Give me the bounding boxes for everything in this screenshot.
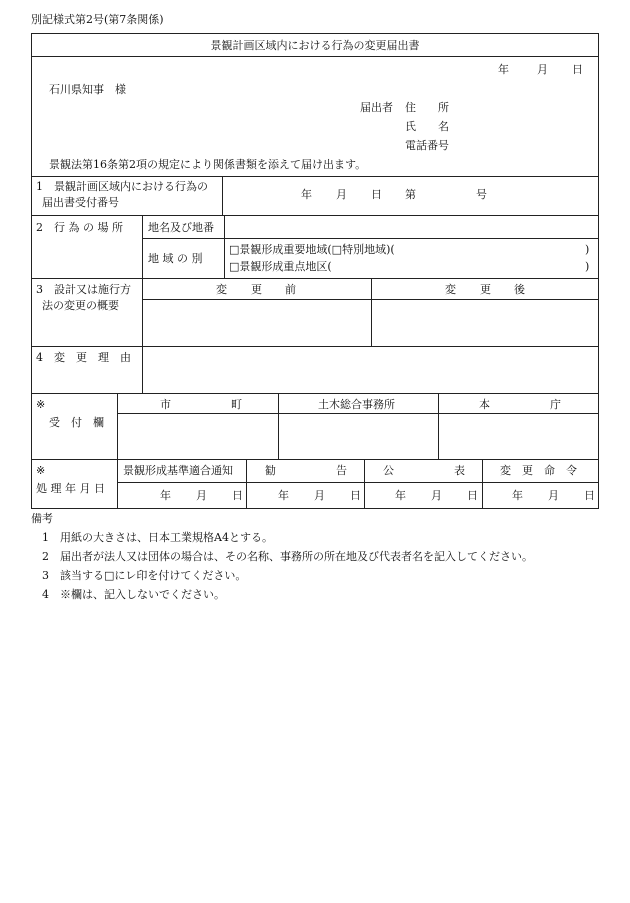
- submitter-phone-label: 電話番号: [405, 139, 449, 152]
- processing-divider-b: [246, 459, 247, 509]
- reception-divider-a: [117, 393, 118, 459]
- row1-go: 号: [476, 188, 487, 201]
- statement: 景観法第16条第2項の規定により関係書類を添えて届け出ます。: [49, 158, 367, 171]
- row2-option2[interactable]: □景観形成重点地区(: [229, 260, 332, 273]
- reception-col3-b: 庁: [550, 398, 561, 411]
- row2-label: 2 行 為 の 場 所: [36, 221, 123, 234]
- row3-after-3: 後: [514, 283, 525, 296]
- reception-divider-b: [278, 393, 279, 459]
- proc-date2-month: 月: [314, 489, 325, 502]
- proc-date2-day: 日: [350, 489, 361, 502]
- row1-divider: [222, 176, 223, 215]
- title-divider: [31, 56, 599, 57]
- row1-label-1: 1 景観計画区域内における行為の: [36, 180, 208, 193]
- processing-col3-a: 公: [383, 464, 394, 477]
- processing-col1: 景観形成基準適合通知: [123, 464, 233, 477]
- reception-label: 受 付 欄: [49, 416, 104, 429]
- row3-after-2: 更: [480, 283, 491, 296]
- note-1: 1 用紙の大きさは、日本工業規格A4とする。: [42, 531, 273, 544]
- submitter-label: 届出者: [360, 101, 393, 114]
- reception-mark: ※: [36, 398, 46, 411]
- addressee: 石川県知事 様: [49, 83, 126, 96]
- row3-before-1: 変: [216, 283, 227, 296]
- submitter-name-label: 氏 名: [405, 120, 449, 133]
- row2-divider-a: [142, 215, 143, 278]
- submitter-address-label: 住 所: [405, 101, 449, 114]
- reception-col1-b: 町: [231, 398, 242, 411]
- notes-heading: 備考: [31, 512, 53, 525]
- proc-date4-month: 月: [548, 489, 559, 502]
- note-3: 3 該当する□にレ印を付けてください。: [42, 569, 247, 582]
- processing-divider-c: [364, 459, 365, 509]
- row3-inner-divider: [142, 299, 599, 300]
- divider-row2-top: [31, 215, 599, 216]
- date-day: 日: [572, 63, 583, 76]
- divider-row3-top: [31, 278, 599, 279]
- divider-row4-top: [31, 346, 599, 347]
- row3-before-2: 更: [251, 283, 262, 296]
- processing-inner-divider: [117, 482, 599, 483]
- processing-col2-a: 勧: [265, 464, 276, 477]
- note-2: 2 届出者が法人又は団体の場合は、その名称、事務所の所在地及び代表者名を記入してください。: [42, 550, 533, 563]
- processing-mark: ※: [36, 464, 46, 477]
- proc-date1-year: 年: [160, 489, 171, 502]
- row1-month: 月: [336, 188, 347, 201]
- row2-divider-b: [224, 215, 225, 278]
- reception-col1-a: 市: [160, 398, 171, 411]
- processing-label: 処 理 年 月 日: [36, 482, 105, 495]
- row3-divider-a: [142, 278, 143, 346]
- proc-date1-day: 日: [232, 489, 243, 502]
- reception-col3-a: 本: [479, 398, 490, 411]
- reception-col2: 土木総合事務所: [318, 398, 395, 411]
- processing-divider-a: [117, 459, 118, 509]
- proc-date3-year: 年: [395, 489, 406, 502]
- proc-date4-year: 年: [512, 489, 523, 502]
- row3-label-2: 法の変更の概要: [42, 299, 119, 312]
- processing-col4: 変 更 命 令: [500, 464, 577, 477]
- proc-date1-month: 月: [196, 489, 207, 502]
- row4-divider: [142, 346, 143, 393]
- row2-close2: ): [585, 260, 590, 273]
- row2-close1: ): [585, 243, 590, 256]
- row2-option1[interactable]: □景観形成重要地域(□特別地域)(: [229, 243, 395, 256]
- date-year: 年: [498, 63, 509, 76]
- row1-label-2: 届出書受付番号: [42, 196, 119, 209]
- row3-after-1: 変: [445, 283, 456, 296]
- proc-date3-month: 月: [431, 489, 442, 502]
- row2-sub2: 地 域 の 別: [148, 252, 203, 265]
- reception-inner-divider: [117, 413, 599, 414]
- proc-date4-day: 日: [584, 489, 595, 502]
- proc-date2-year: 年: [278, 489, 289, 502]
- note-4: 4 ※欄は、記入しないでください。: [42, 588, 225, 601]
- form-title: 景観計画区域内における行為の変更届出書: [210, 39, 420, 52]
- processing-col2-b: 告: [336, 464, 347, 477]
- divider-row1-top: [31, 176, 599, 177]
- row3-divider-b: [371, 278, 372, 346]
- row3-label-1: 3 設計又は施行方: [36, 283, 131, 296]
- row2-inner-divider: [142, 238, 599, 239]
- processing-col3-b: 表: [454, 464, 465, 477]
- form-label: 別記様式第2号(第7条関係): [31, 13, 164, 26]
- row2-sub1: 地名及び地番: [148, 221, 214, 234]
- date-month: 月: [537, 63, 548, 76]
- reception-divider-c: [438, 393, 439, 459]
- row1-day: 日: [371, 188, 382, 201]
- row4-label: 4 変 更 理 由: [36, 351, 131, 364]
- row1-dai: 第: [405, 188, 416, 201]
- row3-before-3: 前: [285, 283, 296, 296]
- proc-date3-day: 日: [467, 489, 478, 502]
- row1-year: 年: [301, 188, 312, 201]
- processing-divider-d: [482, 459, 483, 509]
